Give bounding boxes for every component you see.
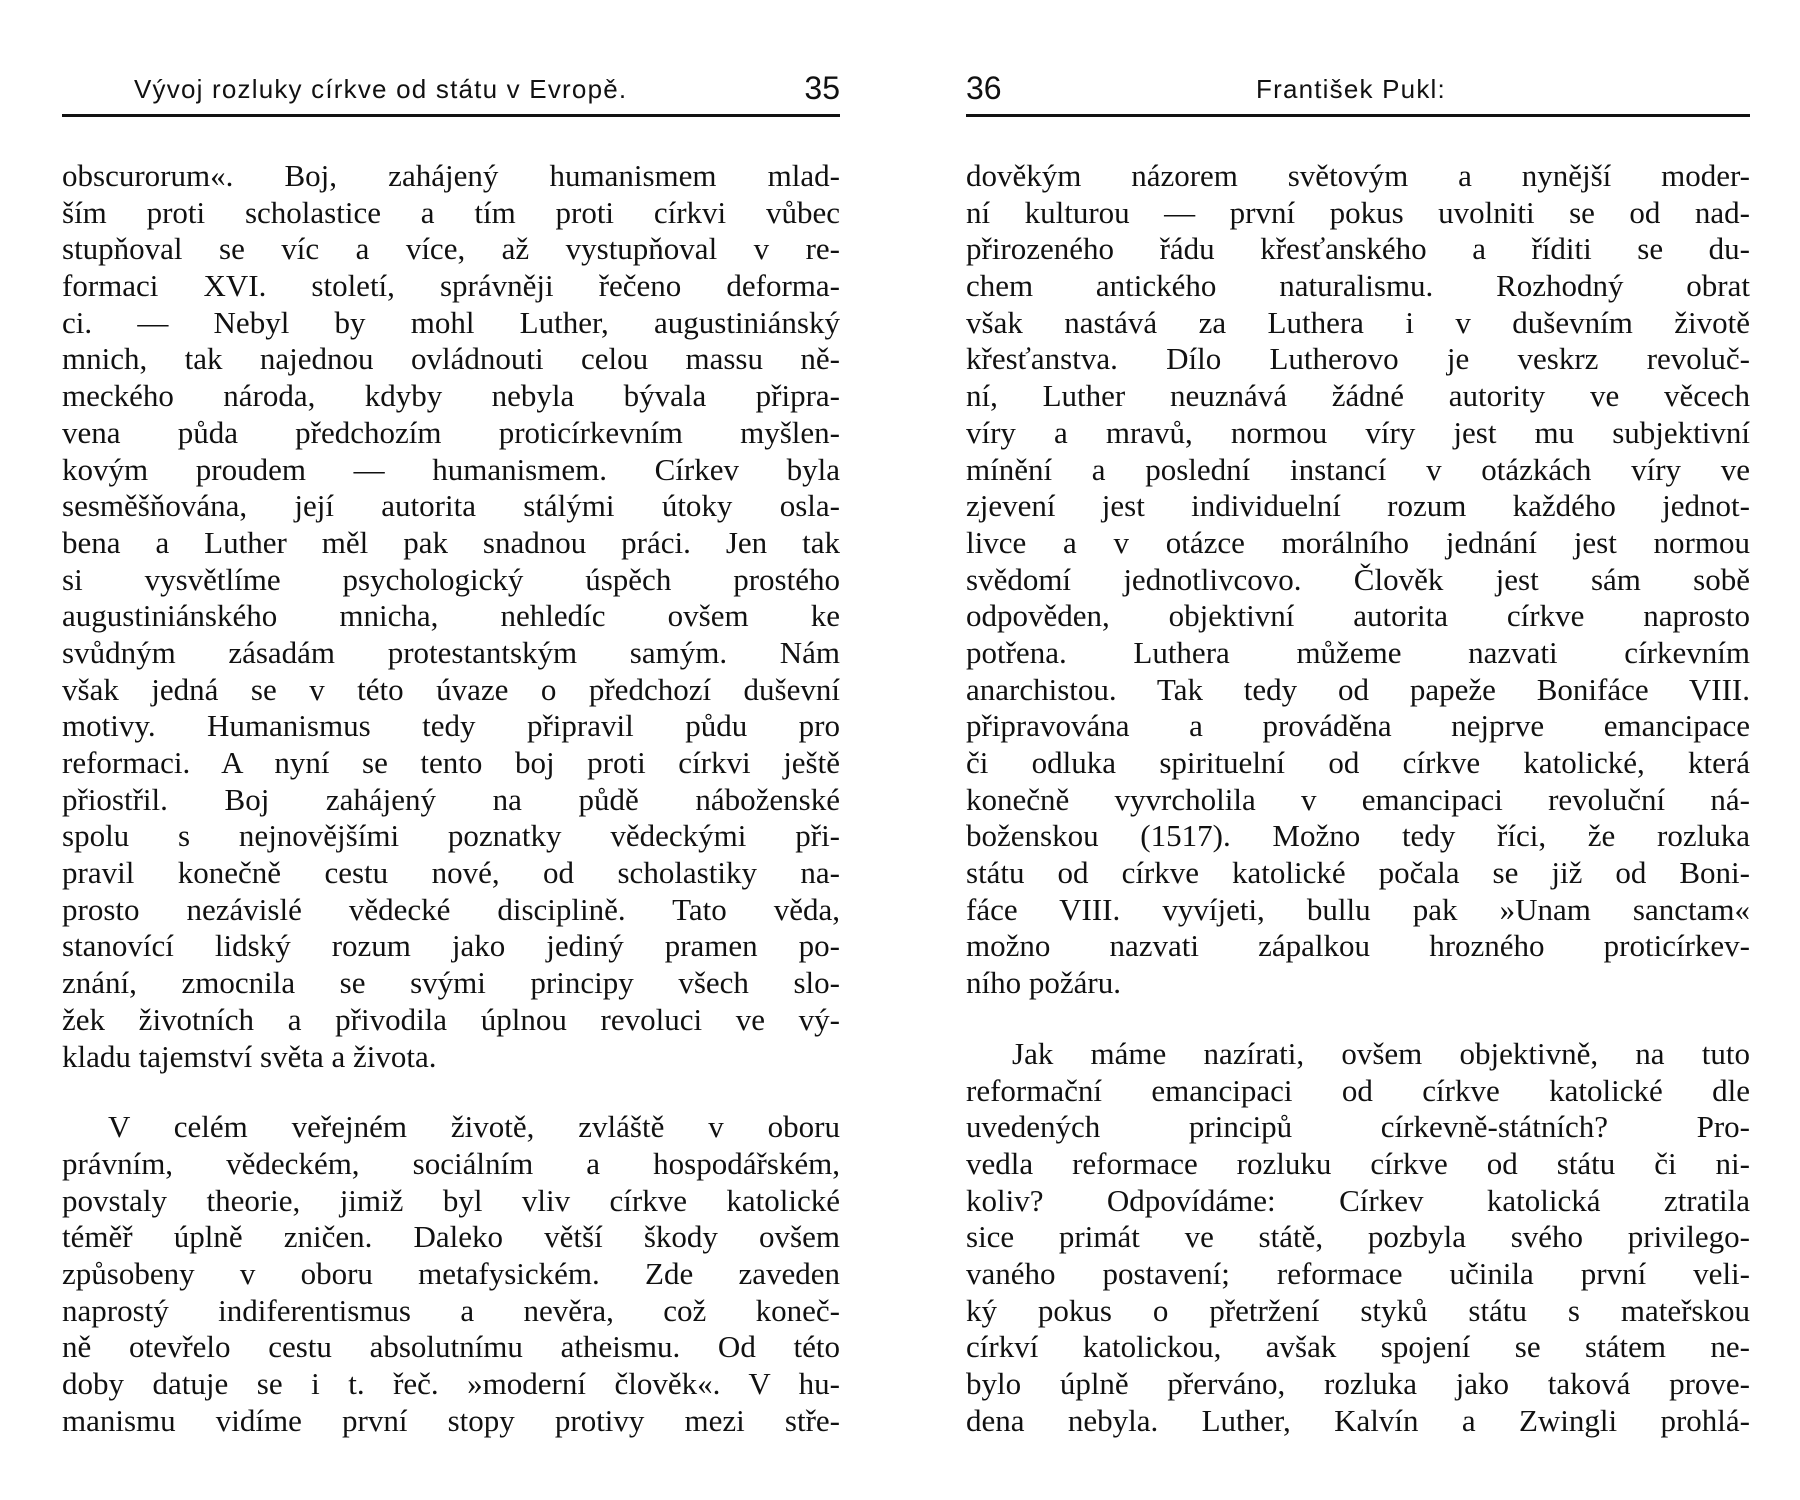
text-line: křesťanstva. Dílo Lutherovo je veskrz revoluč- xyxy=(966,341,1750,377)
text-line: formaci XVI. století, správněji řečeno deforma- xyxy=(62,268,840,304)
text-line: bena a Luther měl pak snadnou práci. Jen tak xyxy=(62,524,840,560)
text-line: povstaly theorie, jimiž byl vliv církve katolické xyxy=(62,1182,840,1218)
text-line: ní, Luther neuznává žádné autority ve věcech xyxy=(966,378,1750,414)
text-line: fáce VIII. vyvíjeti, bullu pak »Unam sanctam« xyxy=(966,891,1750,927)
text-line: způsobeny v oboru metafysickém. Zde zaveden xyxy=(62,1255,840,1291)
paragraph xyxy=(966,1036,1750,1440)
text-line: ní kulturou — první pokus uvolniti se od nad- xyxy=(966,194,1750,230)
text-line: dena nebyla. Luther, Kalvín a Zwingli prohlá- xyxy=(966,1402,1750,1438)
text-line: konečně vyvrcholila v emancipaci revoluční ná- xyxy=(966,781,1750,817)
right-running-header xyxy=(966,70,1750,117)
right-page-number: 36 xyxy=(966,70,1002,106)
text-line: možno nazvati zápalkou hrozného proticírkev- xyxy=(966,928,1750,964)
paragraph xyxy=(966,158,1750,1002)
left-page xyxy=(62,0,840,1500)
left-running-header xyxy=(62,70,840,117)
text-line: V celém veřejném životě, zvláště v oboru xyxy=(108,1109,840,1145)
text-line: mínění a poslední instancí v otázkách víry ve xyxy=(966,451,1750,487)
text-line: ším proti scholastice a tím proti církvi vůbec xyxy=(62,194,840,230)
paragraph-gap xyxy=(62,1075,840,1109)
text-line: meckého národa, kdyby nebyla bývala připra- xyxy=(62,378,840,414)
text-line: sice primát ve státě, pozbyla svého privilego- xyxy=(966,1219,1750,1255)
text-line: ký pokus o přetržení styků státu s mateřskou xyxy=(966,1292,1750,1328)
text-line: augustiniánského mnicha, nehledíc ovšem ke xyxy=(62,598,840,634)
text-line: reformační emancipaci od církve katolické dle xyxy=(966,1072,1750,1108)
text-line: kovým proudem — humanismem. Církev byla xyxy=(62,451,840,487)
text-line: livce a v otázce morálního jednání jest normou xyxy=(966,524,1750,560)
right-page xyxy=(966,0,1750,1500)
text-line: zjevení jest individuelní rozum každého jednot- xyxy=(966,488,1750,524)
text-line: mnich, tak najednou ovládnouti celou massu ně- xyxy=(62,341,840,377)
text-line: koliv? Odpovídáme: Církev katolická ztratila xyxy=(966,1182,1750,1218)
text-line: naprostý indiferentismus a nevěra, což koneč- xyxy=(62,1292,840,1328)
text-line: ně otevřelo cestu absolutnímu atheismu. Od této xyxy=(62,1329,840,1365)
paragraph-gap xyxy=(966,1002,1750,1036)
text-line: manismu vidíme první stopy protivy mezi stře- xyxy=(62,1402,840,1438)
text-line: spolu s nejnovějšími poznatky vědeckými při- xyxy=(62,818,840,854)
text-line: boženskou (1517). Možno tedy říci, že rozluka xyxy=(966,818,1750,854)
text-line: svědomí jednotlivcovo. Člověk jest sám sobě xyxy=(966,561,1750,597)
text-line: prosto nezávislé vědecké disciplině. Tato věda, xyxy=(62,891,840,927)
text-line: pravil konečně cestu nové, od scholastiky na- xyxy=(62,855,840,891)
left-body-text xyxy=(62,158,840,1439)
left-header-title: Vývoj rozluky církve od státu v Evropě. xyxy=(134,74,628,104)
text-line: připravována a prováděna nejprve emancipace xyxy=(966,708,1750,744)
text-line: vaného postavení; reformace učinila první veli- xyxy=(966,1255,1750,1291)
text-line: chem antického naturalismu. Rozhodný obrat xyxy=(966,268,1750,304)
text-line: sesměšňována, její autorita stálými útoky osla- xyxy=(62,488,840,524)
text-line: kladu tajemství světa a života. xyxy=(62,1038,437,1074)
text-line: vedla reformace rozluku církve od státu či ni- xyxy=(966,1145,1750,1181)
text-line: Jak máme nazírati, ovšem objektivně, na tuto xyxy=(1012,1035,1750,1071)
right-header-title: František Pukl: xyxy=(1256,74,1446,104)
text-line: znání, zmocnila se svými principy všech slo- xyxy=(62,965,840,1001)
text-line: dověkým názorem světovým a nynější moder- xyxy=(966,158,1750,193)
text-line: bylo úplně přerváno, rozluka jako taková prove- xyxy=(966,1366,1750,1401)
paragraph xyxy=(62,158,840,1075)
right-body-text xyxy=(966,158,1750,1439)
text-line: reformaci. A nyní se tento boj proti církvi ještě xyxy=(62,745,840,780)
text-line: obscurorum«. Boj, zahájený humanismem mlad- xyxy=(62,158,840,193)
text-line: státu od církve katolické počala se již od Boni- xyxy=(966,855,1750,891)
text-line: církví katolickou, avšak spojení se státem ne- xyxy=(966,1329,1750,1365)
text-line: odpověden, objektivní autorita církve naprosto xyxy=(966,598,1750,634)
text-line: stanovící lidský rozum jako jediný pramen po- xyxy=(62,928,840,964)
text-line: si vysvětlíme psychologický úspěch prostého xyxy=(62,561,840,597)
left-page-number: 35 xyxy=(804,70,840,106)
text-line: víry a mravů, normou víry jest mu subjektivní xyxy=(966,414,1750,450)
text-line: potřena. Luthera můžeme nazvati církevním xyxy=(966,634,1750,670)
text-line: svůdným zásadám protestantským samým. Nám xyxy=(62,634,840,670)
text-line: žek životních a přivodila úplnou revoluci ve vý- xyxy=(62,1001,840,1037)
paragraph xyxy=(62,1109,840,1439)
text-line: uvedených principů církevně-státních? Pro- xyxy=(966,1109,1750,1145)
text-line: anarchistou. Tak tedy od papeže Bonifáce VIII. xyxy=(966,671,1750,707)
text-line: přiostřil. Boj zahájený na půdě náboženské xyxy=(62,781,840,817)
text-line: stupňoval se víc a více, až vystupňoval v re- xyxy=(62,231,840,267)
text-line: však jedná se v této úvaze o předchozí duševní xyxy=(62,671,840,707)
text-line: právním, vědeckém, sociálním a hospodářském, xyxy=(62,1145,840,1181)
text-line: či odluka spirituelní od církve katolické, která xyxy=(966,745,1750,780)
text-line: ního požáru. xyxy=(966,965,1121,1001)
text-line: vena půda předchozím proticírkevním myšlen- xyxy=(62,414,840,450)
text-line: doby datuje se i t. řeč. »moderní člověk«. V hu- xyxy=(62,1366,840,1401)
text-line: téměř úplně zničen. Daleko větší škody ovšem xyxy=(62,1219,840,1255)
text-line: motivy. Humanismus tedy připravil půdu pro xyxy=(62,708,840,744)
text-line: ci. — Nebyl by mohl Luther, augustiniánský xyxy=(62,304,840,340)
text-line: však nastává za Luthera i v duševním životě xyxy=(966,304,1750,340)
text-line: přirozeného řádu křesťanského a říditi se du- xyxy=(966,231,1750,267)
